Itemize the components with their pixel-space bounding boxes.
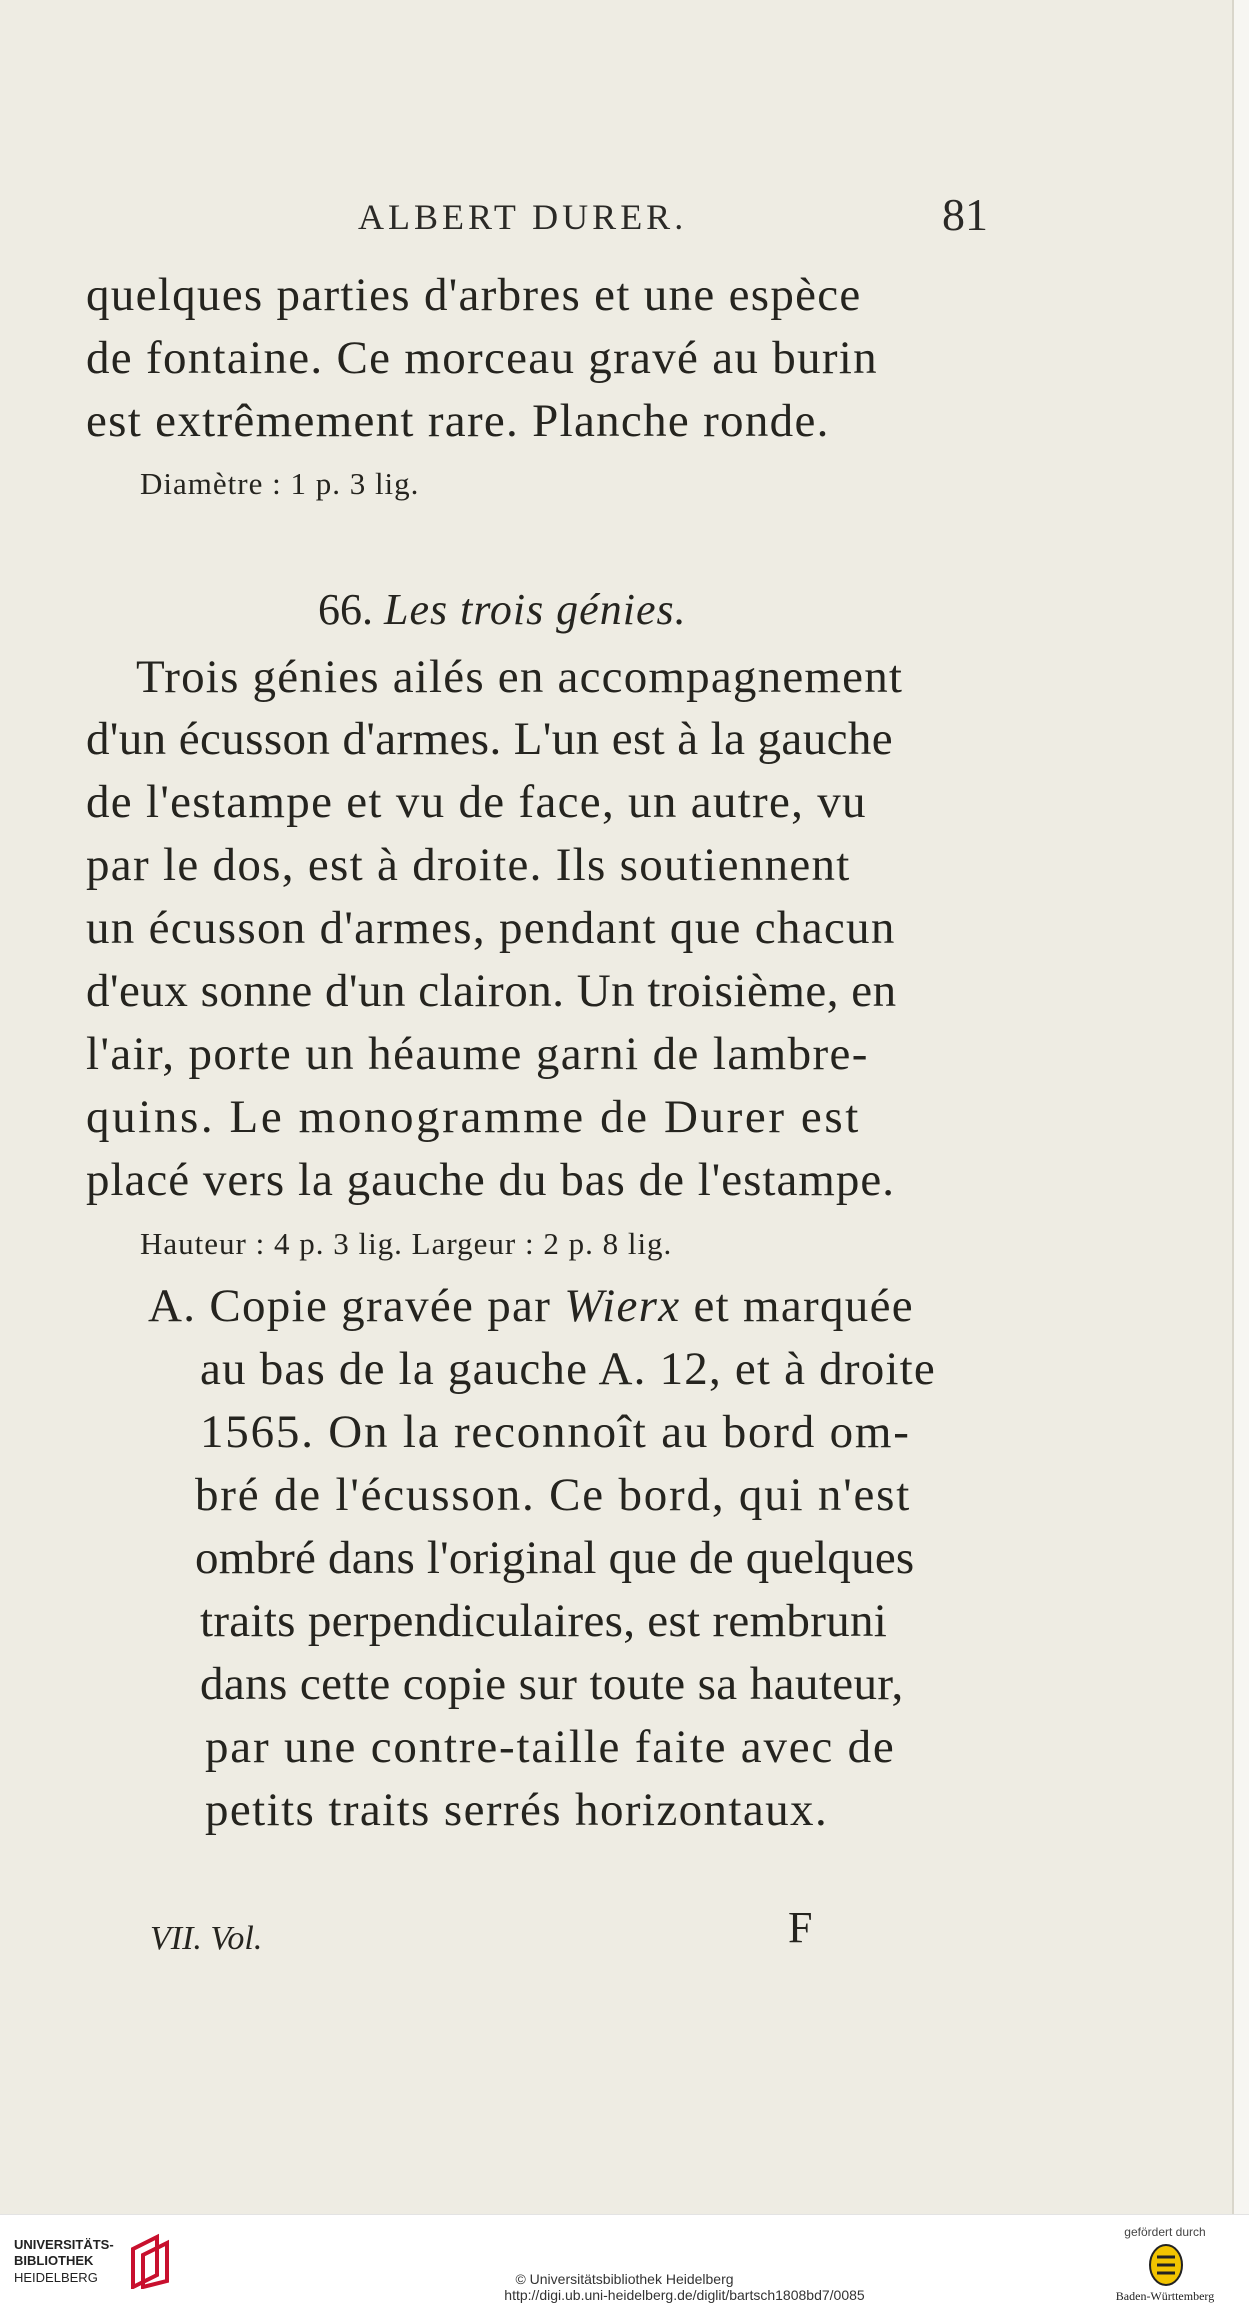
state-coat-of-arms-icon	[1148, 2243, 1184, 2287]
text-line: traits perpendiculaires, est rembruni	[200, 1595, 888, 1647]
copy-text: Copie gravée par	[209, 1280, 552, 1332]
entry-heading	[318, 584, 687, 635]
text-line: par une contre-taille faite avec de	[205, 1721, 896, 1773]
copy-marker: A.	[148, 1280, 197, 1332]
signature-mark: F	[788, 1903, 813, 1952]
text-line: d'eux sonne d'un clairon. Un troisième, en	[86, 965, 897, 1017]
copyright-block	[0, 2271, 1249, 2303]
text-line: placé vers la gauche du bas de l'estampe.	[86, 1154, 895, 1206]
text-line: d'un écusson d'armes. L'un est à la gauche	[86, 713, 894, 765]
text-line: de l'estampe et vu de face, un autre, vu	[86, 776, 867, 828]
text-line: est extrêmement rare. Planche ronde.	[86, 395, 830, 447]
running-title: ALBERT DURER.	[358, 197, 688, 237]
library-name-line: BIBLIOTHEK	[14, 2253, 94, 2268]
text-line: de fontaine. Ce morceau gravé au burin	[86, 332, 878, 384]
text-line: dans cette copie sur toute sa hauteur,	[200, 1658, 904, 1710]
copy-text: et marquée	[693, 1280, 914, 1332]
page-number: 81	[942, 189, 988, 240]
text-line: bré de l'écusson. Ce bord, qui n'est	[195, 1469, 912, 1521]
text-line: 1565. On la reconnoît au bord om-	[200, 1406, 911, 1458]
sponsor-name: Baden-Württemberg	[1115, 2289, 1215, 2303]
permalink-url[interactable]: http://digi.ub.uni-heidelberg.de/diglit/bartsch1808bd7/0085	[504, 2287, 865, 2303]
viewer-footer	[0, 2214, 1249, 2309]
text-line: petits traits serrés horizontaux.	[205, 1784, 829, 1836]
text-line: au bas de la gauche A. 12, et à droite	[200, 1343, 936, 1395]
sponsor-block	[1090, 2225, 1240, 2307]
dimensions-line: Diamètre : 1 p. 3 lig.	[140, 466, 420, 501]
page-edge	[1234, 0, 1249, 2214]
text-line: quelques parties d'arbres et une espèce	[86, 269, 862, 321]
text-line: Trois génies ailés en accompagnement	[136, 651, 904, 703]
library-name-line: HEIDELBERG	[14, 2270, 98, 2285]
volume-footer: VII. Vol.	[150, 1920, 263, 1957]
entry-number: 66.	[318, 585, 373, 634]
text-line: l'air, porte un héaume garni de lambre-	[86, 1028, 869, 1080]
running-head	[0, 189, 1232, 256]
engraver-name: Wierx	[564, 1280, 681, 1332]
text-line: quins. Le monogramme de Durer est	[86, 1091, 861, 1143]
copy-first-line	[148, 1280, 914, 1332]
text-line: un écusson d'armes, pendant que chacun	[86, 902, 896, 954]
text-line: par le dos, est à droite. Ils soutiennent	[86, 839, 851, 891]
sponsor-label: gefördert durch	[1124, 2225, 1206, 2239]
library-name-line: UNIVERSITÄTS-	[14, 2237, 114, 2252]
dimensions-line: Hauteur : 4 p. 3 lig. Largeur : 2 p. 8 lig.	[140, 1226, 673, 1261]
entry-title: Les trois génies.	[384, 585, 687, 634]
copyright-text: © Universitätsbibliothek Heidelberg	[515, 2271, 734, 2287]
text-line: ombré dans l'original que de quelques	[195, 1532, 915, 1584]
